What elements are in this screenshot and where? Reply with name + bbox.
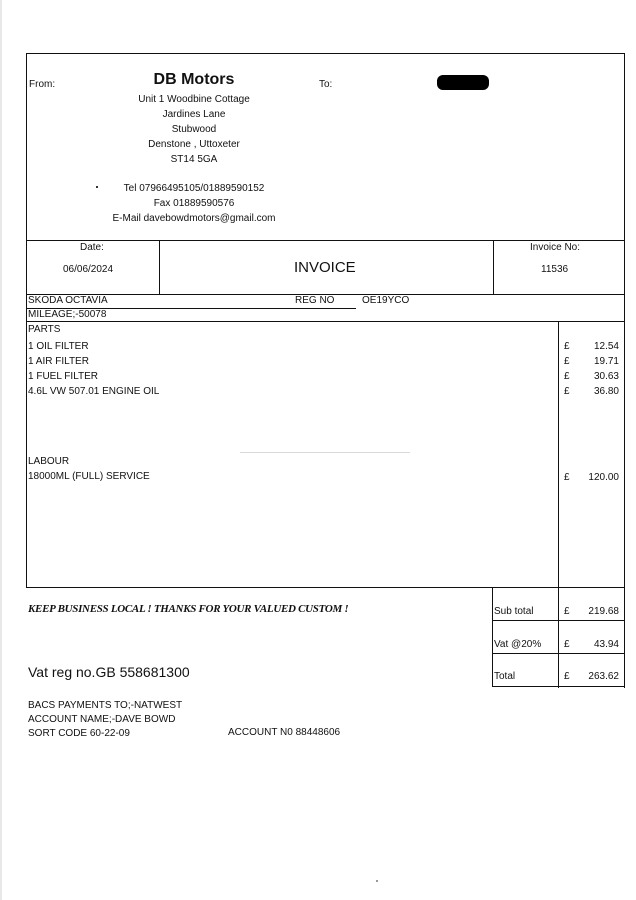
invoice-no-label: Invoice No: bbox=[530, 242, 581, 253]
line-item-description: 4.6L VW 507.01 ENGINE OIL bbox=[28, 386, 160, 397]
to-label: To: bbox=[319, 79, 333, 90]
bank-details bbox=[28, 699, 182, 741]
company-fax: Fax 01889590576 bbox=[153, 198, 235, 209]
divider bbox=[493, 240, 494, 295]
date-label: Date: bbox=[80, 242, 104, 253]
invoice-title: INVOICE bbox=[294, 259, 356, 276]
line-item-amount: 30.63 bbox=[593, 371, 619, 382]
company-address-line: Denstone , Uttoxeter bbox=[148, 139, 240, 150]
vat-label: Vat @20% bbox=[494, 639, 542, 650]
parts-amounts bbox=[569, 339, 619, 399]
reg-value: OE19YCO bbox=[362, 295, 410, 306]
parts-heading: PARTS bbox=[28, 324, 61, 335]
account-number: ACCOUNT N0 88448606 bbox=[228, 727, 341, 738]
reg-label: REG NO bbox=[295, 295, 335, 306]
currency-symbol: £ bbox=[564, 639, 570, 650]
company-address-line: Stubwood bbox=[171, 124, 217, 135]
total-label: Total bbox=[494, 671, 516, 682]
line-item-amount: 19.71 bbox=[593, 356, 619, 367]
currency-symbol: £ bbox=[564, 341, 570, 352]
company-block bbox=[104, 70, 284, 167]
date-value: 06/06/2024 bbox=[63, 264, 114, 275]
company-contact bbox=[94, 181, 294, 226]
currency-symbol: £ bbox=[564, 371, 570, 382]
totals-left-border bbox=[492, 587, 493, 687]
subtotal-value: 219.68 bbox=[588, 606, 619, 617]
mileage: MILEAGE;-50078 bbox=[28, 309, 107, 320]
row-divider bbox=[26, 321, 625, 322]
line-item-amount: 12.54 bbox=[593, 341, 619, 352]
line-item-description: 18000ML (FULL) SERVICE bbox=[28, 471, 150, 482]
line-item-description: 1 FUEL FILTER bbox=[28, 371, 99, 382]
currency-symbol: £ bbox=[564, 356, 570, 367]
vehicle-model: SKODA OCTAVIA bbox=[28, 295, 108, 306]
sort-code: SORT CODE 60-22-09 bbox=[28, 728, 130, 739]
company-email: E-Mail davebowdmotors@gmail.com bbox=[112, 213, 276, 224]
company-name: DB Motors bbox=[153, 71, 235, 88]
parts-list bbox=[28, 339, 159, 399]
labour-heading: LABOUR bbox=[28, 456, 70, 467]
totals-divider bbox=[492, 653, 625, 654]
scan-artifact bbox=[240, 452, 410, 453]
currency-symbol: £ bbox=[564, 472, 570, 483]
scan-dot bbox=[96, 186, 98, 188]
company-address-line: Unit 1 Woodbine Cottage bbox=[138, 94, 250, 105]
subtotal-label: Sub total bbox=[494, 606, 534, 617]
currency-symbol: £ bbox=[564, 386, 570, 397]
currency-symbol: £ bbox=[564, 671, 570, 682]
totals-divider bbox=[492, 620, 625, 621]
totals-bottom-border bbox=[492, 686, 625, 687]
scan-dot bbox=[376, 880, 378, 882]
company-tel: Tel 07966495105/01889590152 bbox=[123, 183, 265, 194]
column-divider bbox=[558, 321, 559, 688]
company-address-line: Jardines Lane bbox=[162, 109, 226, 120]
vat-registration: Vat reg no.GB 558681300 bbox=[28, 664, 190, 680]
total-value: 263.62 bbox=[588, 671, 619, 682]
invoice-no-value: 11536 bbox=[541, 264, 569, 275]
company-address-line: ST14 5GA bbox=[170, 154, 218, 165]
bank-line: BACS PAYMENTS TO;-NATWEST bbox=[28, 700, 183, 711]
table-left-border bbox=[26, 294, 27, 588]
tagline: KEEP BUSINESS LOCAL ! THANKS FOR YOUR VALUED CUSTOM ! bbox=[28, 603, 349, 615]
scan-edge bbox=[0, 0, 2, 900]
from-label: From: bbox=[29, 79, 56, 90]
line-item-amount: 36.80 bbox=[593, 386, 619, 397]
line-item-description: 1 AIR FILTER bbox=[28, 356, 89, 367]
items-bottom-border bbox=[26, 587, 625, 588]
vat-value: 43.94 bbox=[593, 639, 619, 650]
column-divider bbox=[624, 321, 625, 688]
redacted-recipient bbox=[437, 75, 489, 90]
bank-line: ACCOUNT NAME;-DAVE BOWD bbox=[28, 714, 176, 725]
currency-symbol: £ bbox=[564, 606, 570, 617]
line-item-description: 1 OIL FILTER bbox=[28, 341, 89, 352]
table-right-border bbox=[624, 294, 625, 322]
line-item-amount: 120.00 bbox=[588, 472, 619, 483]
divider bbox=[159, 240, 160, 295]
